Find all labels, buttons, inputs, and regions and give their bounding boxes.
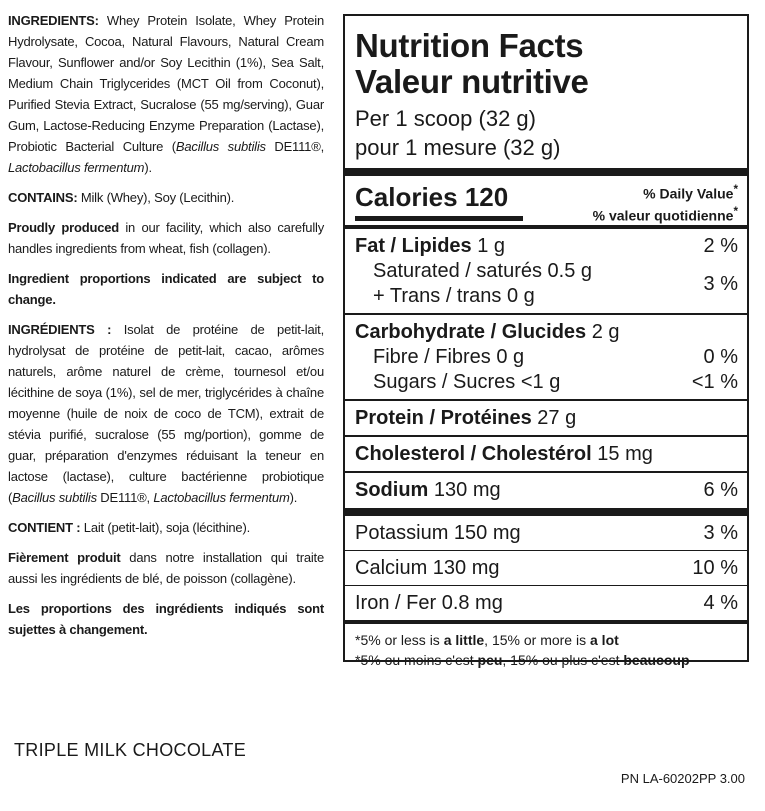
- footnote-fr-part2: , 15% ou plus c'est: [502, 652, 624, 668]
- calories: [355, 182, 508, 213]
- calories-underline: [355, 216, 523, 221]
- ingredients-fr-italic2: Lactobacillus fermentum: [153, 490, 290, 505]
- fat-row: [355, 234, 738, 259]
- ingredients-fr-mid: DE111®,: [96, 490, 154, 505]
- protein-block: [355, 401, 738, 435]
- ingredients-en-label: INGREDIENTS:: [8, 13, 99, 28]
- carb-label: Carbohydrate / Glucides: [355, 321, 587, 343]
- facility-fr-text: dans notre installation qui traite aussi les ingrédients de blé, de poisson (collagène).: [8, 550, 324, 586]
- ingredients-column: [8, 10, 324, 649]
- ingredients-fr: [8, 319, 324, 508]
- iron-pct: 4 %: [703, 592, 738, 614]
- saturated-label: Saturated / saturés 0.5 g: [373, 260, 593, 282]
- footnote-en-part2: , 15% or more is: [484, 632, 590, 648]
- footnote-en-part1: *5% or less is: [355, 632, 444, 648]
- iron-row: [355, 591, 738, 616]
- carb-row: [355, 320, 738, 345]
- ingredients-en-end: ).: [144, 160, 152, 175]
- facility-en: [8, 217, 324, 259]
- serving-size-fr: pour 1 mesure (32 g): [355, 135, 561, 160]
- calories-row: [355, 176, 738, 224]
- iron-label: Iron / Fer 0.8 mg: [355, 592, 503, 614]
- trans-label: + Trans / trans 0 g: [373, 285, 535, 307]
- sodium-block: [355, 473, 738, 507]
- ingredients-fr-text: Isolat de protéine de petit-lait, hydrolysat de protéine de petit-lait, cacao, arômes naturels, arôme naturel de crème, tournesol et/ou lécithine de soya (1%), sel de mer, triglycérides à chaîne moyenne (huile de noix de coco de TCM), extrait de stévia purifié, sucralose (55 mg/portion), gomme de guar, préparation d'enzymes réduisant la teneur en lactose (lactase), culture bactérienne probiotique (: [8, 322, 324, 505]
- cholesterol-label: Cholesterol / Cholestérol: [355, 443, 592, 465]
- potassium-pct: 3 %: [703, 522, 738, 544]
- footnote: [355, 630, 738, 670]
- sodium-row: [355, 478, 738, 503]
- calcium-pct: 10 %: [692, 557, 738, 579]
- fat-label: Fat / Lipides: [355, 235, 472, 257]
- daily-value-asterisk-en: *: [733, 183, 738, 196]
- thick-divider-minerals: [345, 508, 747, 516]
- contains-fr: [8, 517, 324, 538]
- nutrition-title-en: Nutrition Facts: [355, 27, 584, 64]
- cholesterol-value: 15 mg: [591, 443, 653, 465]
- ingredients-en: [8, 10, 324, 178]
- subject-fr: [8, 598, 324, 640]
- carb-value: 2 g: [586, 321, 620, 343]
- calcium-block: [355, 551, 738, 585]
- calories-value: 120: [464, 182, 509, 212]
- daily-value-fr: % valeur quotidienne: [592, 207, 734, 224]
- footnote-divider: [345, 620, 747, 624]
- facility-fr-label: Fièrement produit: [8, 550, 121, 565]
- subject-fr-text: Les proportions des ingrédients indiqués sont sujettes à changement.: [8, 601, 324, 637]
- footnote-fr-part1: *5% ou moins c'est: [355, 652, 478, 668]
- calcium-row: [355, 556, 738, 581]
- contains-en-label: CONTAINS:: [8, 190, 78, 205]
- carb-block: [355, 315, 738, 399]
- ingredients-fr-italic1: Bacillus subtilis: [12, 490, 97, 505]
- fibre-pct: 0 %: [703, 346, 738, 368]
- fat-block: [355, 229, 738, 313]
- serving-size-en: Per 1 scoop (32 g): [355, 106, 536, 131]
- potassium-label: Potassium 150 mg: [355, 522, 521, 544]
- ingredients-fr-end: ).: [289, 490, 298, 505]
- fat-pct: 2 %: [703, 235, 738, 257]
- cholesterol-row: [355, 442, 738, 467]
- saturated-trans-row: [355, 259, 738, 309]
- ingredients-en-italic1: Bacillus subtilis: [175, 139, 266, 154]
- ingredients-fr-label: INGRÉDIENTS :: [8, 322, 112, 337]
- thick-divider: [345, 168, 747, 176]
- sugars-label: Sugars / Sucres <1 g: [373, 371, 561, 393]
- flavour-name: TRIPLE MILK CHOCOLATE: [14, 740, 247, 760]
- facility-fr: [8, 547, 324, 589]
- footnote-en-bold1: a little: [443, 632, 485, 648]
- part-number: PN LA-60202PP 3.00: [620, 771, 745, 786]
- footnote-fr: [355, 650, 738, 670]
- calcium-label: Calcium 130 mg: [355, 557, 500, 579]
- sodium-value: 130 mg: [428, 479, 501, 501]
- daily-value-header: [593, 181, 738, 224]
- sugars-pct: <1 %: [691, 371, 738, 393]
- facility-en-text: in our facility, which also carefully handles ingredients from wheat, fish (collagen).: [8, 220, 324, 256]
- daily-value-asterisk-fr: *: [733, 204, 738, 218]
- protein-value: 27 g: [531, 407, 577, 429]
- ingredients-en-italic2: Lactobacillus fermentum: [8, 160, 145, 175]
- saturated-trans-pct: 3 %: [703, 273, 738, 295]
- protein-label: Protein / Protéines: [355, 407, 532, 429]
- footnote-en-bold2: a lot: [590, 632, 619, 648]
- footnote-fr-bold2: beaucoup: [623, 652, 690, 668]
- contains-fr-label: CONTIENT :: [8, 520, 81, 535]
- daily-value-en: % Daily Value: [643, 185, 734, 202]
- fibre-row: [355, 345, 738, 370]
- sugars-row: [355, 370, 738, 395]
- facility-en-label: Proudly produced: [8, 220, 119, 235]
- footnote-fr-bold1: peu: [477, 652, 503, 668]
- subject-en: [8, 268, 324, 310]
- ingredients-en-text: Whey Protein Isolate, Whey Protein Hydrolysate, Cocoa, Natural Flavours, Natural Cream Flavour, Sunflower and/or Soy Lecithin (1%), Sea Salt, Medium Chain Triglycerides (MCT Oil from Coconut), Purified Stevia Extract, Sucralose (55 mg/serving), Guar Gum, Lactose-Reducing Enzyme Preparation (Lactase), Probiotic Bacterial Culture (: [8, 13, 324, 154]
- subject-en-text: Ingredient proportions indicated are subject to change.: [8, 271, 324, 307]
- contains-en: [8, 187, 324, 208]
- nutrition-title: [355, 28, 738, 100]
- cholesterol-block: [355, 437, 738, 471]
- footnote-en: [355, 630, 738, 650]
- fat-value: 1 g: [471, 235, 506, 257]
- potassium-row: [355, 521, 738, 546]
- calories-label: Calories: [355, 182, 458, 212]
- sodium-pct: 6 %: [703, 479, 738, 501]
- protein-row: [355, 406, 738, 431]
- contains-en-text: Milk (Whey), Soy (Lecithin).: [77, 190, 235, 205]
- ingredients-en-mid: DE111®,: [265, 139, 324, 154]
- nutrition-facts-table: [343, 14, 749, 668]
- serving-size: [355, 104, 738, 162]
- fibre-label: Fibre / Fibres 0 g: [373, 346, 525, 368]
- iron-block: [355, 586, 738, 620]
- nutrition-title-fr: Valeur nutritive: [355, 63, 589, 100]
- contains-fr-text: Lait (petit-lait), soja (lécithine).: [80, 520, 251, 535]
- potassium-block: [355, 516, 738, 550]
- sodium-label: Sodium: [355, 479, 429, 501]
